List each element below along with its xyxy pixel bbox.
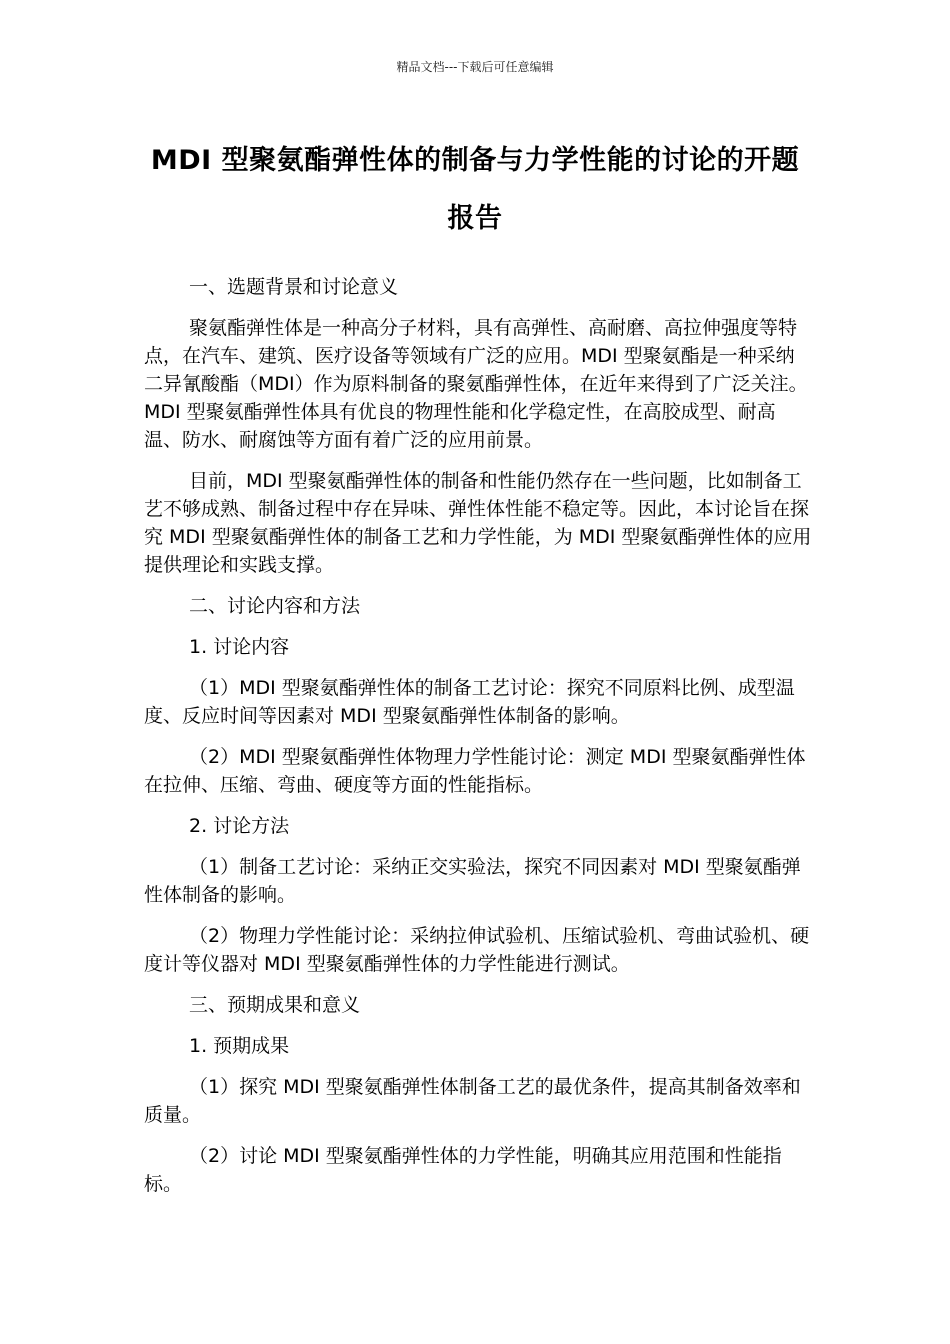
document-title: MDI 型聚氨酯弹性体的制备与力学性能的讨论的开题报告 — [150, 145, 800, 234]
subheading-research-content: 1. 讨论内容 — [189, 636, 290, 658]
list-item-result-1: （1）探究 MDI 型聚氨酯弹性体制备工艺的最优条件，提高其制备效率和质量。 — [144, 1076, 801, 1126]
document-body — [144, 273, 812, 1211]
section-heading-expected-results: 三、预期成果和意义 — [189, 994, 361, 1016]
list-item-method-1: （1）制备工艺讨论：采纳正交实验法，探究不同因素对 MDI 型聚氨酯弹性体制备的影响。 — [144, 856, 801, 906]
page-header-note: 精品文档---下载后可任意编辑 — [396, 60, 554, 74]
section-heading-background: 一、选题背景和讨论意义 — [189, 276, 399, 298]
list-item-result-2: （2）讨论 MDI 型聚氨酯弹性体的力学性能，明确其应用范围和性能指标。 — [144, 1145, 782, 1195]
paragraph-background-2: 目前，MDI 型聚氨酯弹性体的制备和性能仍然存在一些问题，比如制备工艺不够成熟、制备过程中存在异味、弹性体性能不稳定等。因此，本讨论旨在探究 MDI 型聚氨酯弹性体的制备工艺和力学性能，为 MDI 型聚氨酯弹性体的应用提供理论和实践支撑。 — [144, 470, 812, 576]
subheading-expected-results: 1. 预期成果 — [189, 1035, 290, 1057]
list-item-content-1: （1）MDI 型聚氨酯弹性体的制备工艺讨论：探究不同原料比例、成型温度、反应时间等因素对 MDI 型聚氨酯弹性体制备的影响。 — [144, 677, 795, 727]
list-item-content-2: （2）MDI 型聚氨酯弹性体物理力学性能讨论：测定 MDI 型聚氨酯弹性体在拉伸、压缩、弯曲、硬度等方面的性能指标。 — [144, 746, 806, 796]
subheading-research-methods: 2. 讨论方法 — [189, 815, 290, 837]
paragraph-background-1: 聚氨酯弹性体是一种高分子材料，具有高弹性、高耐磨、高拉伸强度等特点，在汽车、建筑、医疗设备等领域有广泛的应用。MDI 型聚氨酯是一种采纳二异氰酸酯（MDI）作为原料制备的聚氨酯弹性体，在近年来得到了广泛关注。MDI 型聚氨酯弹性体具有优良的物理性能和化学稳定性，在高胶成型、耐高温、防水、耐腐蚀等方面有着广泛的应用前景。 — [144, 317, 808, 451]
section-heading-content-methods: 二、讨论内容和方法 — [189, 595, 361, 617]
list-item-method-2: （2）物理力学性能讨论：采纳拉伸试验机、压缩试验机、弯曲试验机、硬度计等仪器对 MDI 型聚氨酯弹性体的力学性能进行测试。 — [144, 925, 810, 975]
